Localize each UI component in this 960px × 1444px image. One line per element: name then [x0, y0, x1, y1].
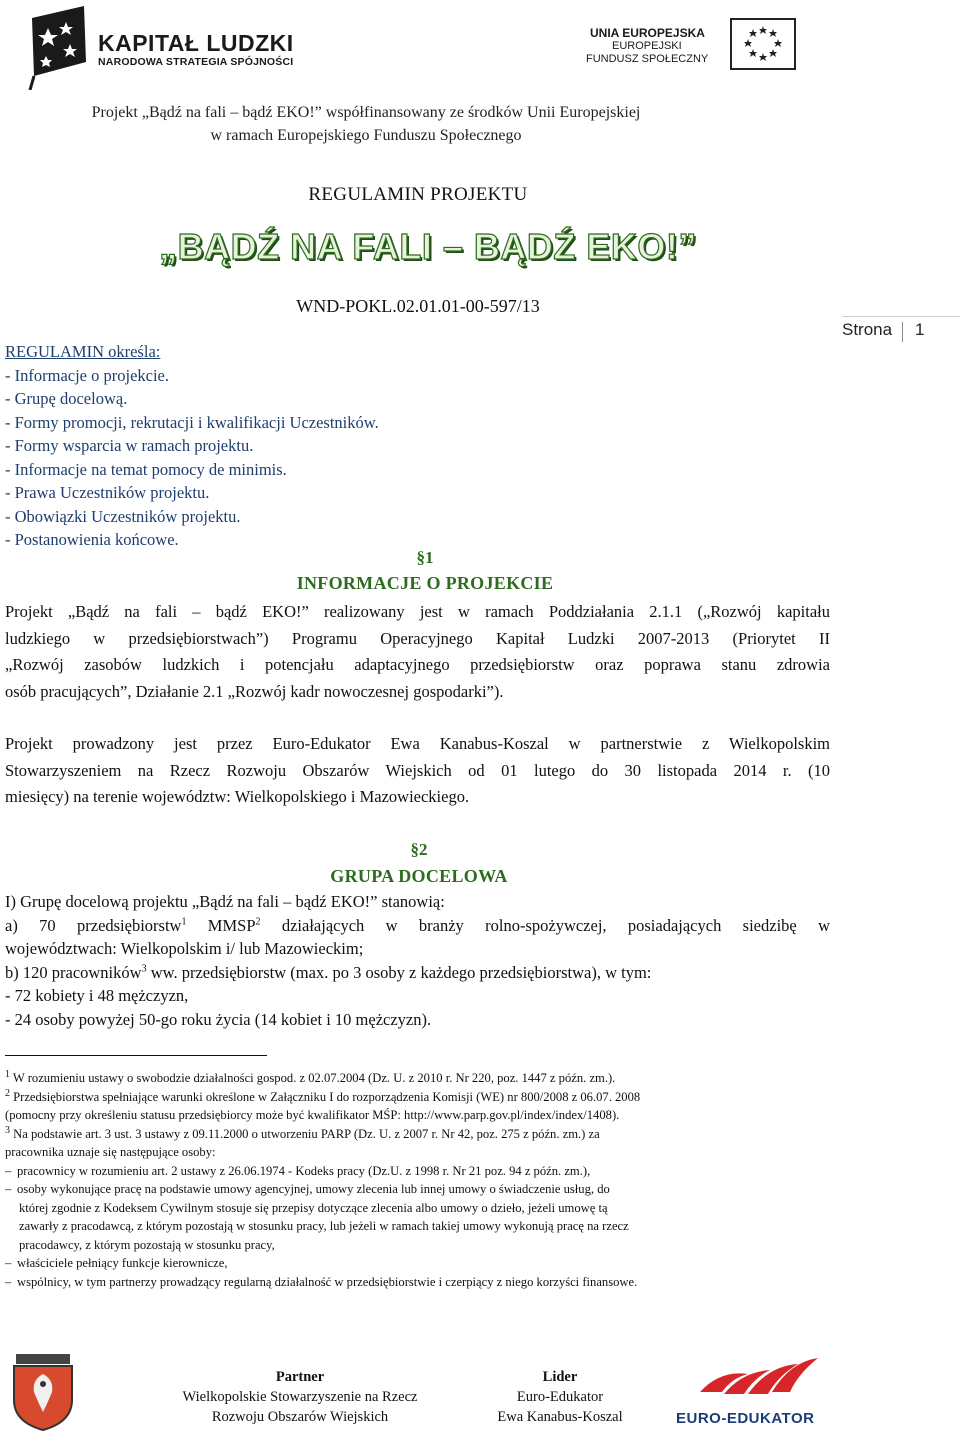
- text-line: - 24 osoby powyżej 50-go roku życia (14 kobiet i 10 mężczyzn).: [5, 1009, 432, 1029]
- text-segment: ww. przedsiębiorstw (max. po 3 osoby z każdego przedsiębiorstwa), w tym:: [146, 962, 652, 982]
- contents-list: [5, 340, 379, 552]
- footnote-ref: 1: [181, 916, 187, 927]
- text-line: I) Grupę docelową projektu „Bądź na fali – bądź EKO!” stanowią:: [5, 892, 445, 911]
- section-1-paragraph-2: [5, 731, 830, 811]
- text-line: „Rozwój zasobów ludzkich i potencjału adaptacyjnego przedsiębiorstw oraz poprawa stanu zdrowia: [5, 655, 830, 674]
- list-item: - Formy wsparcia w ramach projektu.: [5, 436, 254, 455]
- text-line: Projekt prowadzony jest przez Euro-Edukator Ewa Kanabus-Koszal w partnerstwie z Wielkopolskim: [5, 734, 830, 753]
- dash-bullet: –: [5, 1163, 12, 1178]
- text-line: miesięcy) na terenie województw: Wielkopolskiego i Mazowieckiego.: [5, 787, 470, 806]
- project-name: „BĄDŹ NA FALI – BĄDŹ EKO!”: [159, 226, 697, 267]
- section-1-paragraph-1: [5, 599, 830, 705]
- section-1-title: INFORMACJE O PROJEKCIE: [296, 573, 554, 593]
- logo-title: KAPITAŁ LUDZKI: [98, 30, 294, 56]
- euro-edukator-icon: [670, 1352, 830, 1412]
- footnote-text: Na podstawie art. 3 ust. 3 ustawy z 09.11.2000 o utworzeniu PARP (Dz. U. z 2007 r. Nr 42, poz. 275 z późn. zm.) za: [10, 1126, 600, 1141]
- eu-logo-line2: EUROPEJSKI: [612, 40, 682, 52]
- footnote-text: osoby wykonujące pracę na podstawie umowy agencyjnej, umowy zlecenia lub innej umowy o świadczenie usług, do: [17, 1182, 610, 1196]
- document-title: REGULAMIN PROJEKTU: [308, 184, 528, 205]
- footnote-text: zawarły z pracodawcą, z którym pozostają w stosunku pracy, lub jeżeli w ramach takiej umowy wykonują pracę na rzecz: [19, 1219, 629, 1233]
- text-line: - 72 kobiety i 48 mężczyzn,: [5, 986, 189, 1005]
- footer-lider: [480, 1367, 640, 1427]
- list-item: - Obowiązki Uczestników projektu.: [5, 506, 241, 526]
- text-line: [5, 914, 830, 938]
- text-line: [5, 961, 830, 985]
- footnote-text: której zgodnie z Kodeksem Cywilnym stosuje się przepisy dotyczące zlecenia albo umowy o dzieło, jeżeli umowę tą: [19, 1200, 608, 1215]
- footnote-1: [5, 1069, 830, 1088]
- text-line: Stowarzyszeniem na Rzecz Rozwoju Obszarów Wiejskich od 01 lutego do 30 listopada 2014 r. (10: [5, 760, 830, 780]
- contents-heading: REGULAMIN określa:: [5, 342, 161, 361]
- text-segment: działających w branży rolno-spożywczej, posiadających siedzibę w: [260, 915, 830, 935]
- partner-line-1: Wielkopolskie Stowarzyszenie na Rzecz: [182, 1389, 418, 1405]
- footnote-number: 2: [5, 1087, 10, 1099]
- list-item: - Informacje o projekcie.: [5, 365, 170, 385]
- footnote-3: [5, 1125, 830, 1144]
- footnote-number: 1: [5, 1068, 10, 1080]
- coat-of-arms-icon: [10, 1352, 76, 1432]
- dash-bullet: –: [5, 1274, 12, 1289]
- text-segment: b) 120 pracowników: [5, 962, 142, 982]
- header-line-1: Projekt „Bądź na fali – bądź EKO!” współfinansowany ze środków Unii Europejskiej: [91, 104, 641, 121]
- text-line: osób pracujących”, Działanie 2.1 „Rozwój kadr nowoczesnej gospodarki”).: [5, 681, 504, 701]
- footnote-bullet: [5, 1180, 830, 1199]
- page-label: Strona: [842, 320, 893, 339]
- section-2-body: [5, 890, 830, 1031]
- footnote-bullet: [5, 1254, 830, 1273]
- lider-line-1: Euro-Edukator: [516, 1389, 604, 1405]
- flag-stars-icon: [26, 4, 101, 90]
- footnote-text: pracownicy w rozumieniu art. 2 ustawy z 26.06.1974 - Kodeks pracy (Dz.U. z 1998 r. Nr 21 poz. 94 z późn. zm.),: [17, 1163, 591, 1178]
- eu-logo-line1: UNIA EUROPEJSKA: [590, 26, 705, 40]
- footnote-rule: [5, 1055, 267, 1056]
- logo-subtitle: NARODOWA STRATEGIA SPÓJNOŚCI: [98, 56, 294, 68]
- dash-bullet: –: [5, 1256, 12, 1270]
- partner-heading: Partner: [275, 1369, 325, 1385]
- footnote-bullet: [5, 1273, 830, 1292]
- footnote-text: (pomocny przy określeniu statusu przedsiębiorcy może być kwalifikator MŚP: http://www.parp.gov.pl/index/index/1408).: [5, 1108, 620, 1122]
- footnote-number: 3: [5, 1124, 10, 1136]
- header-line-2: w ramach Europejskiego Funduszu Społecznego: [210, 127, 522, 144]
- footnote-text: Przedsiębiorstwa spełniające warunki określone w Załączniku I do rozporządzenia Komisji (WE) nr 800/2008 z 06.07. 2008: [10, 1089, 641, 1104]
- footnote-text: pracownika uznaje się następujące osoby:: [5, 1145, 216, 1159]
- footnote-text: wspólnicy, w tym partnerzy prowadzący regularną działalność w przedsiębiorstwie i czerpiący z niego korzyści finansowe.: [17, 1274, 638, 1289]
- eu-flag-icon: [730, 18, 796, 70]
- footnotes: [5, 1069, 830, 1291]
- text-line: województwach: Wielkopolskim i/ lub Mazowieckim;: [5, 939, 364, 958]
- euro-edukator-logo-text: EURO-EDUKATOR: [676, 1410, 815, 1427]
- footnote-text: właściciele pełniący funkcje kierownicze,: [17, 1256, 228, 1270]
- list-item: - Grupę docelową.: [5, 389, 128, 408]
- page-number-rule: [842, 316, 960, 317]
- footnote-text: pracodawcy, z którym pozostają w stosunku pracy,: [19, 1237, 275, 1252]
- text-segment: a) 70 przedsiębiorstw: [5, 915, 182, 935]
- footnote-text: W rozumieniu ustawy o swobodzie działalności gospod. z 02.07.2004 (Dz. U. z 2010 r. Nr 220, poz. 1447 z późn. zm.).: [10, 1071, 616, 1085]
- partner-line-2: Rozwoju Obszarów Wiejskich: [211, 1409, 389, 1425]
- list-item: - Prawa Uczestników projektu.: [5, 483, 210, 502]
- text-line: Projekt „Bądź na fali – bądź EKO!” realizowany jest w ramach Poddziałania 2.1.1 („Rozwój kapitału: [5, 602, 830, 621]
- reference-number: WND-POKL.02.01.01-00-597/13: [296, 296, 540, 316]
- page-number: 1: [915, 320, 925, 339]
- footnote-2: [5, 1088, 830, 1107]
- lider-heading: Lider: [542, 1369, 578, 1385]
- section-1-symbol: §1: [416, 548, 434, 567]
- footer-partner: [165, 1367, 435, 1427]
- page-separator: [902, 322, 903, 342]
- eu-logo-line3: FUNDUSZ SPOŁECZNY: [586, 53, 709, 65]
- list-item: - Postanowienia końcowe.: [5, 530, 179, 549]
- dash-bullet: –: [5, 1182, 12, 1196]
- footnote-ref: 2: [255, 916, 261, 927]
- section-2-symbol: §2: [410, 840, 428, 859]
- footnote-bullet: [5, 1162, 830, 1181]
- text-segment: MMSP: [186, 915, 256, 935]
- text-line: ludzkiego w przedsiębiorstwach”) Programu Operacyjnego Kapitał Ludzki 2007-2013 (Priorytet II: [5, 628, 830, 648]
- lider-line-2: Ewa Kanabus-Koszal: [497, 1409, 623, 1425]
- section-2-title: GRUPA DOCELOWA: [330, 866, 508, 886]
- list-item: - Informacje na temat pomocy de minimis.: [5, 459, 287, 479]
- list-item: - Formy promocji, rekrutacji i kwalifikacji Uczestników.: [5, 412, 379, 432]
- footnote-ref: 3: [141, 963, 147, 974]
